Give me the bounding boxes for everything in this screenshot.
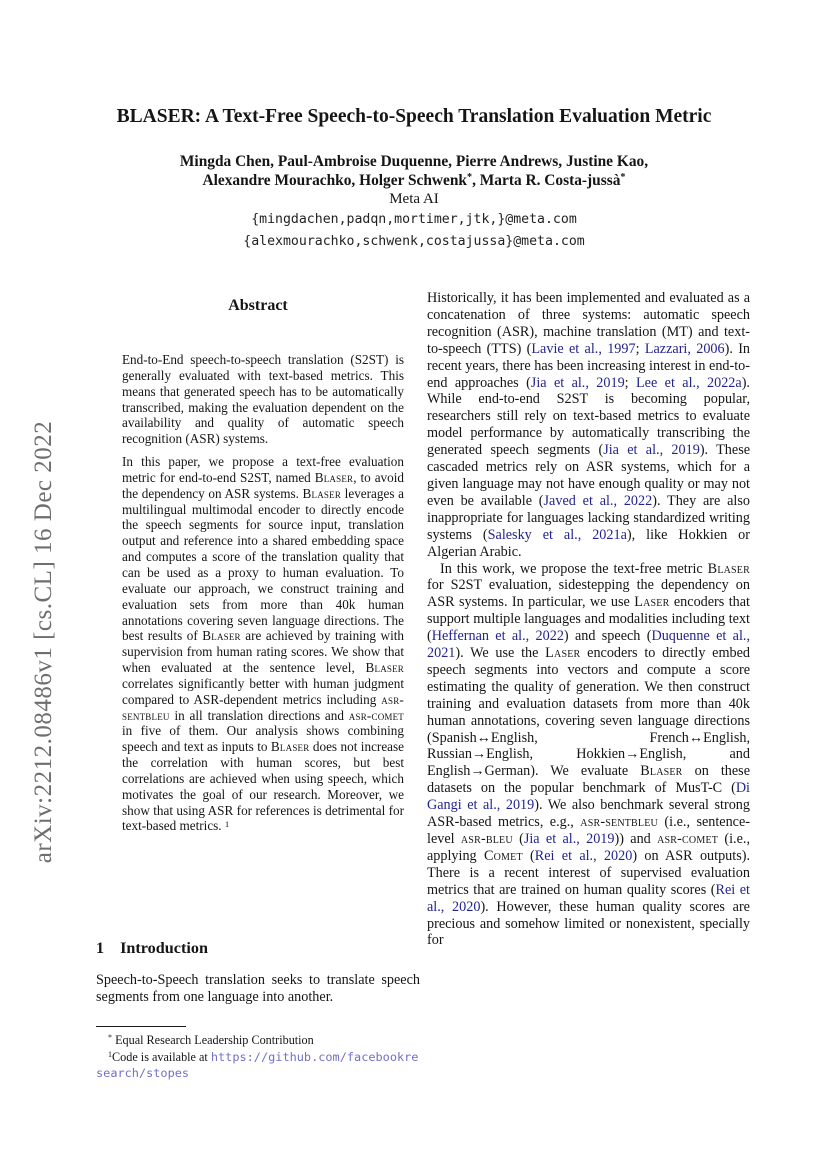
abstract-section — [96, 296, 420, 834]
citation-link[interactable]: Di Gangi et al., 2019 — [427, 780, 750, 814]
smallcaps-term: Laser — [545, 645, 581, 662]
code-url-link[interactable]: https://github.com/facebookresearch/stopes — [96, 1049, 419, 1081]
citation-link[interactable]: Lavie et al., 1997 — [531, 340, 636, 357]
citation-link[interactable]: Javed et al., 2022 — [543, 492, 653, 509]
superscript-marker: * — [467, 172, 473, 184]
citation-link[interactable]: Jia et al., 2019 — [523, 831, 615, 847]
smallcaps-term: asr-sentbleu — [122, 691, 404, 723]
section-number: 1 — [96, 939, 105, 957]
smallcaps-term: asr-sentbleu — [580, 814, 658, 831]
email-line-1: {mingdachen,padqn,mortimer,jtk,}@meta.com — [251, 212, 577, 227]
paper-title: BLASER: A Text-Free Speech-to-Speech Translation Evaluation Metric — [116, 106, 712, 127]
email-line-2: {alexmourachko,schwenk,costajussa}@meta.com — [243, 234, 585, 249]
abstract-body — [122, 352, 404, 834]
smallcaps-term: asr-comet — [348, 707, 404, 723]
citation-link[interactable]: Duquenne et al., 2021 — [427, 628, 750, 662]
abstract-paragraph-2: In this paper, we propose a text-free evaluation metric for end-to-end S2ST, named Blaser, to avoid the dependency on ASR systems. Blaser leverages a multilingual multimodal encoder to directly encode the speech segments for source input, translation output and reference into a shared embedding space and computes a score of the translation quality that can be used as a proxy to human evaluation. To evaluate our approach, we construct training and evaluation sets from more than 40k human annotations covering seven language directions. The best results of Blaser are achieved by training with supervision from human rating scores. We show that when evaluated at the sentence level, Blaser correlates significantly better with human judgment compared to ASR-dependent metrics including asr-sentbleu in all translation directions and asr-comet in five of them. Our analysis shows combining speech and text as inputs to Blaser does not increase the correlation with human scores, but best correlations are achieved when using speech, which motivates the goal of our research. Moreover, we show that using ASR for references is detrimental for text-based metrics. $^1$ — [122, 454, 405, 834]
abstract-heading: Abstract — [228, 297, 288, 314]
body-paragraph-historically: Historically, it has been implemented and evaluated as a concatenation of three systems: automatic speech recognition (ASR), machine translation (MT) and text-to-speech (TTS) (Lavie et al., 1997; Lazzari, 2006). In recent years, there has been increasing interest in end-to-end approaches (Jia et al., 2019; Lee et al., 2022a). While end-to-end S2ST is becoming popular, researchers still rely on text-based metrics to evaluate model performance by automatically transcribing the generated speech segments (Jia et al., 2019). These cascaded metrics rely on ASR systems, which for a given language may not have enough quality or may not even be available (Javed et al., 2022). They are also inappropriate for languages lacking standardized writing systems (Salesky et al., 2021a), like Hokkien or Algerian Arabic. — [427, 290, 751, 560]
smallcaps-term: Blaser — [640, 763, 683, 780]
footnote-code-availability: $^1$Code is available at https://github.com/facebookresearch/stopes — [96, 1049, 419, 1081]
superscript-marker: * — [108, 1033, 113, 1043]
citation-link[interactable]: Salesky et al., 2021a — [487, 526, 627, 543]
citation-link[interactable]: Lazzari, 2006 — [644, 340, 725, 357]
footnote-separator — [96, 1026, 186, 1027]
smallcaps-term: Comet — [483, 847, 523, 864]
smallcaps-term: Laser — [634, 594, 670, 611]
footnote-equal-contribution: * Equal Research Leadership Contribution — [108, 1033, 314, 1047]
arxiv-stamp: arXiv:2212.08486v1 [cs.CL] 16 Dec 2022 — [30, 420, 57, 864]
abstract-paragraph-1: End-to-End speech-to-speech translation (S2ST) is generally evaluated with text-based metrics. This means that generated speech has to be automatically transcribed, making the evaluation dependent on the availability and quality of automatic speech recognition (ASR) systems. — [122, 352, 404, 447]
introduction-paragraph: Speech-to-Speech translation seeks to translate speech segments from one language into another. — [96, 972, 420, 1005]
smallcaps-term: Blaser — [202, 628, 241, 644]
smallcaps-term: asr-comet — [657, 831, 719, 847]
citation-link[interactable]: Rei et al., 2020 — [427, 881, 750, 915]
smallcaps-term: asr-bleu — [460, 831, 513, 847]
smallcaps-term: Blaser — [707, 560, 750, 577]
smallcaps-term: Blaser — [365, 660, 404, 676]
authors-line-1: Mingda Chen, Paul-Ambroise Duquenne, Pierre Andrews, Justine Kao, — [179, 153, 649, 170]
superscript-marker: 1 — [108, 1049, 113, 1059]
superscript-marker: * — [620, 172, 626, 184]
section-title: Introduction — [120, 939, 208, 957]
smallcaps-term: Blaser — [314, 469, 354, 485]
affiliation: Meta AI — [389, 191, 439, 207]
smallcaps-term: Blaser — [270, 739, 310, 755]
body-paragraph-in-this-work: In this work, we propose the text-free metric Blaser for S2ST evaluation, sidestepping the dependency on ASR systems. In particular, we use Laser encoders that support multiple languages and modalities including text (Heffernan et al., 2022) and speech (Duquenne et al., 2021). We use the Laser encoders to directly embed speech segments into vectors and compute a score estimating the quality of generation. We then construct training and evaluation datasets from more than 40k human annotations, covering seven language directions (Spanish↔English, French↔English, Russian→English, Hokkien→English, and English→German). We evaluate Blaser on these datasets on the popular benchmark of MusT-C (Di Gangi et al., 2019). We also benchmark several strong ASR-based metrics, e.g., asr-sentbleu (i.e., sentence-level asr-bleu (Jia et al., 2019)) and asr-comet (i.e., applying Comet (Rei et al., 2020) on ASR outputs). There is a recent interest of supervised evaluation metrics that are trained on human quality scores (Rei et al., 2020). However, these human quality scores are precious and somehow limited or nonexistent, specially for — [427, 560, 751, 949]
citation-link[interactable]: Lee et al., 2022a — [636, 374, 742, 391]
citation-link[interactable]: Rei et al., 2020 — [534, 847, 633, 864]
introduction-section — [96, 938, 420, 1006]
citation-link[interactable]: Jia et al., 2019 — [603, 442, 700, 459]
footnote-block — [96, 1026, 420, 1082]
smallcaps-term: Blaser — [302, 485, 342, 501]
citation-link[interactable]: Jia et al., 2019 — [530, 374, 625, 391]
superscript-marker: 1 — [224, 818, 230, 829]
authors-line-2: Alexandre Mourachko, Holger Schwenk*, Marta R. Costa-jussà* — [202, 172, 626, 189]
section-heading-introduction — [96, 938, 420, 958]
citation-link[interactable]: Heffernan et al., 2022 — [431, 628, 564, 645]
right-column — [427, 290, 750, 949]
